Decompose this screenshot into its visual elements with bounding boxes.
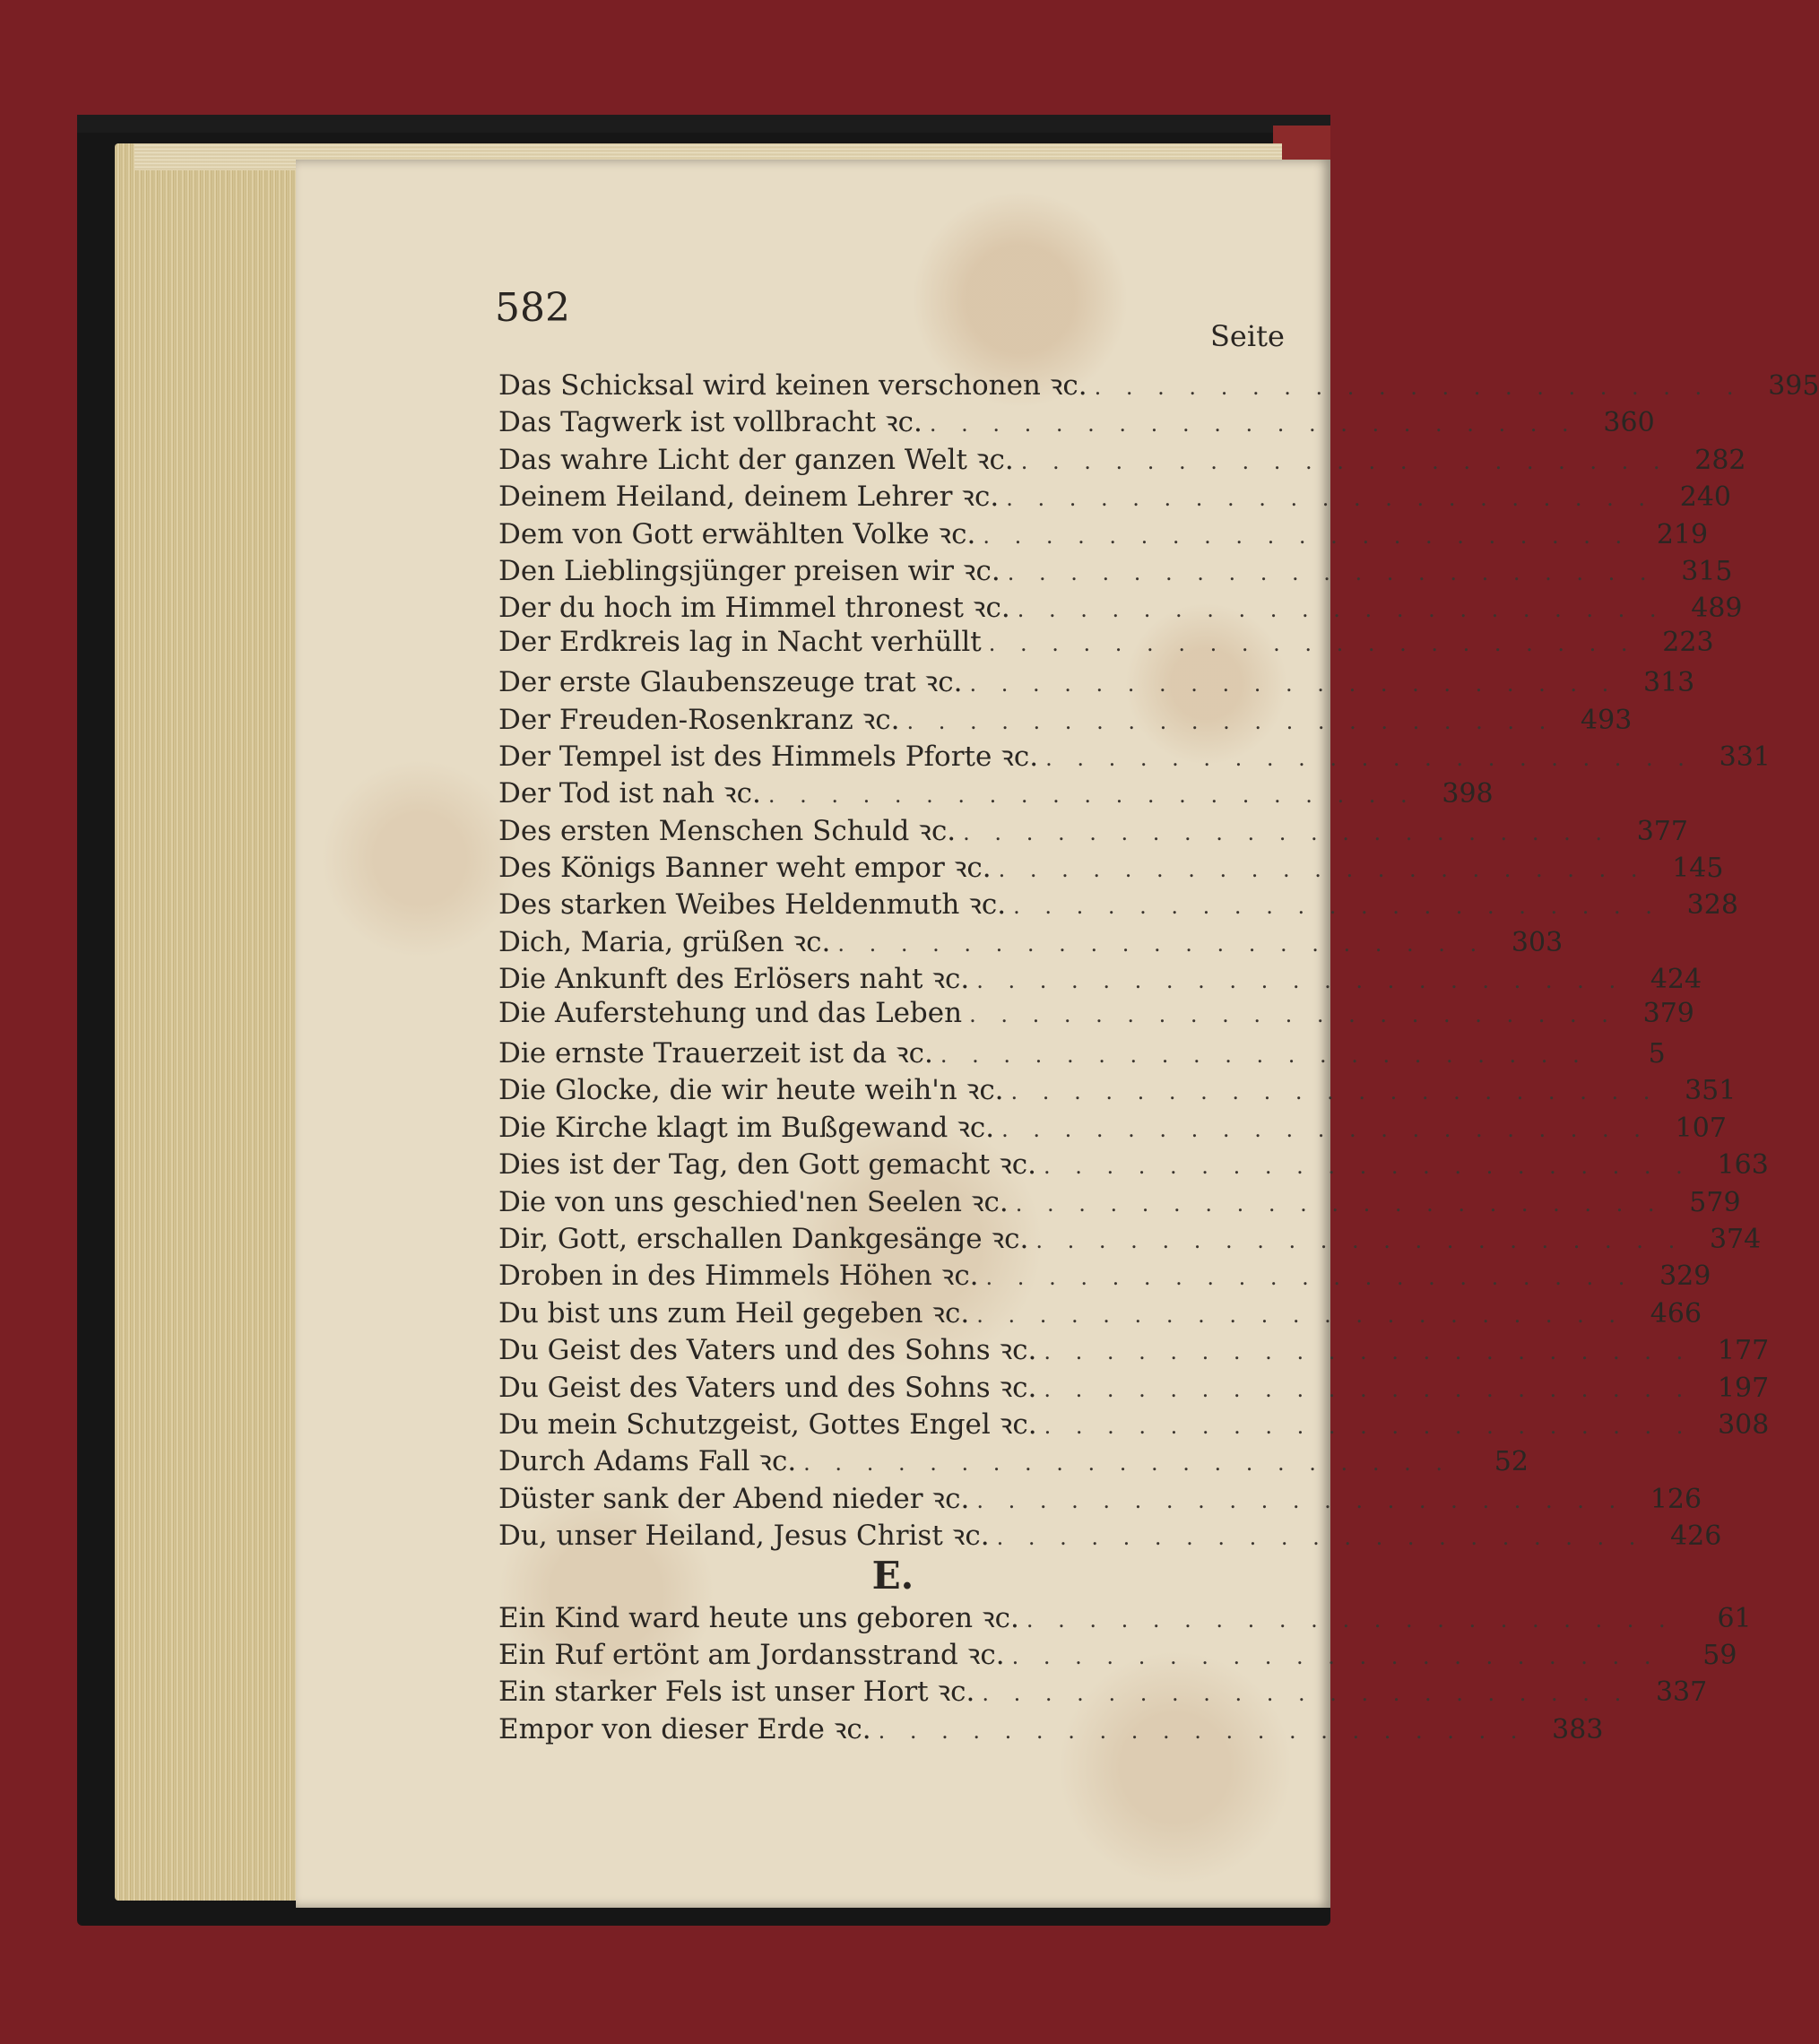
toc-entry-page: 282 xyxy=(1694,444,1746,476)
toc-entry xyxy=(498,1330,1770,1367)
toc-leader-dots: . . . . . . . . . . . . . . . . . . . . . xyxy=(837,931,1486,957)
cover-top-edge xyxy=(77,115,1330,133)
toc-leader-dots: . . . . . . . . . . . . . . . . . . . . . xyxy=(976,1302,1625,1328)
toc-entry-title: Deinem Heiland, deinem Lehrer ꝛc. xyxy=(498,481,1000,514)
toc-leader-dots: . . . . . . . . . . . . . . . . . . . . . xyxy=(969,1001,1617,1027)
toc-entry xyxy=(498,922,1563,959)
toc-entry xyxy=(498,588,1743,625)
toc-entry-title: Dies ist der Tag, den Gott gemacht ꝛc. xyxy=(498,1148,1037,1182)
toc-leader-dots: . . . . . . . . . . . . . . . . . . . . . xyxy=(1013,894,1661,920)
toc-entry-title: Du bist uns zum Heil gegeben ꝛc. xyxy=(498,1296,970,1329)
toc-entry-title: Ein Kind ward heute uns geboren ꝛc. xyxy=(498,1601,1019,1634)
toc-entry xyxy=(498,366,1819,403)
toc-entry-page: 337 xyxy=(1655,1676,1708,1709)
toc-entry xyxy=(498,1256,1711,1293)
toc-entry-page: 424 xyxy=(1650,964,1702,996)
toc-entry xyxy=(498,959,1702,996)
toc-entry-title: Das Schicksal wird keinen verschonen ꝛc. xyxy=(498,369,1087,402)
column-header-seite: Seite xyxy=(1210,319,1285,353)
toc-leader-dots: . . . . . . . . . . . . . . . . . . . . . xyxy=(963,819,1611,845)
toc-entry-page: 313 xyxy=(1643,667,1695,699)
toc-leader-dots: . . . . . . . . . . . . . . . . . . . . . xyxy=(985,1265,1634,1291)
toc-entry xyxy=(498,551,1733,588)
toc-entry xyxy=(498,403,1655,439)
toc-entry-title: Der du hoch im Himmel thronest ꝛc. xyxy=(498,592,1010,625)
toc-leader-dots: . . . . . . . . . . . . . . . . . . . . . xyxy=(1044,1376,1693,1402)
toc-entry-title: Des ersten Menschen Schuld ꝛc. xyxy=(498,814,957,847)
toc-leader-dots: . . . . . . . . . . . . . . . . . . . . . xyxy=(969,671,1618,697)
toc-entry-page: 59 xyxy=(1702,1639,1737,1671)
toc-entry-page: 328 xyxy=(1686,889,1738,922)
toc-entry-page: 145 xyxy=(1672,853,1724,885)
toc-leader-dots: . . . . . . . . . . . . . . . . . . . . . xyxy=(976,968,1625,994)
toc-leader-dots: . . . . . . . . . . . . . . . . . . . . . xyxy=(1020,448,1669,474)
toc-entry-title: Des Königs Banner weht empor ꝛc. xyxy=(498,852,992,885)
toc-entry-title: Empor von dieser Erde ꝛc. xyxy=(498,1712,871,1745)
toc-entry-page: 303 xyxy=(1511,926,1563,958)
toc-entry xyxy=(498,774,1494,810)
toc-entry-page: 398 xyxy=(1442,778,1494,810)
toc-entry-page: 493 xyxy=(1581,704,1633,736)
toc-leader-dots: . . . . . . . . . . . . . . . . . . . . . xyxy=(1017,597,1666,623)
toc-entry-page: 223 xyxy=(1662,626,1714,658)
toc-entry xyxy=(498,1294,1702,1330)
toc-leader-dots: . . . . . . . . . . . . . . . . . . . . . xyxy=(1010,1079,1659,1105)
toc-entry xyxy=(498,1442,1529,1478)
toc-entry-page: 395 xyxy=(1768,370,1819,402)
toc-entry-page: 126 xyxy=(1650,1483,1702,1515)
toc-entry-page: 308 xyxy=(1718,1408,1770,1441)
toc-entry xyxy=(498,1182,1741,1219)
toc-entry xyxy=(498,996,1694,1034)
toc-entry-page: 579 xyxy=(1689,1186,1741,1218)
toc-entry xyxy=(498,1672,1708,1709)
page-number: 582 xyxy=(495,285,570,331)
toc-entry xyxy=(498,1219,1762,1256)
toc-entry xyxy=(498,1368,1770,1405)
toc-entry-page: 383 xyxy=(1552,1713,1604,1745)
toc-entry-page: 489 xyxy=(1691,593,1743,625)
toc-entry xyxy=(498,663,1695,699)
toc-leader-dots: . . . . . . . . . . . . . . . . . . . . . xyxy=(996,1525,1645,1551)
toc-entry xyxy=(498,700,1633,737)
toc-entry-page: 315 xyxy=(1681,555,1733,587)
toc-entry-title: Dem von Gott erwählten Volke ꝛc. xyxy=(498,517,976,550)
toc-entry xyxy=(498,477,1731,514)
toc-entry xyxy=(498,1034,1666,1070)
toc-entry-title: Du, unser Heiland, Jesus Christ ꝛc. xyxy=(498,1520,990,1553)
toc-entry-title: Des starken Weibes Heldenmuth ꝛc. xyxy=(498,888,1007,922)
toc-entry-page: 107 xyxy=(1675,1112,1727,1144)
toc-entry-title: Die ernste Trauerzeit ist da ꝛc. xyxy=(498,1037,933,1070)
toc-entry-page: 374 xyxy=(1709,1223,1762,1255)
section-letter-e: E. xyxy=(871,1553,914,1598)
toc-entry-page: 52 xyxy=(1494,1446,1529,1478)
toc-entry-page: 379 xyxy=(1642,997,1694,1029)
toc-entry-page: 360 xyxy=(1603,407,1655,439)
toc-entry xyxy=(498,1479,1702,1516)
toc-entry-title: Das wahre Licht der ganzen Welt ꝛc. xyxy=(498,443,1014,476)
toc-entry xyxy=(498,515,1709,551)
toc-entry-page: 219 xyxy=(1656,518,1709,550)
toc-entry-page: 377 xyxy=(1636,815,1688,847)
toc-entry xyxy=(498,885,1738,922)
toc-entry-page: 177 xyxy=(1717,1335,1770,1367)
toc-entry-title: Der erste Glaubenszeuge trat ꝛc. xyxy=(498,666,963,699)
toc-leader-dots: . . . . . . . . . . . . . . . . . . . . . xyxy=(1001,1116,1650,1142)
toc-entry-page: 426 xyxy=(1670,1520,1722,1553)
toc-entry xyxy=(498,1516,1722,1553)
toc-entry-title: Die von uns geschied'nen Seelen ꝛc. xyxy=(498,1185,1009,1218)
toc-entry-page: 240 xyxy=(1679,481,1731,514)
toc-entry xyxy=(498,737,1771,774)
toc-entry-title: Ein starker Fels ist unser Hort ꝛc. xyxy=(498,1676,975,1709)
toc-entry-page: 197 xyxy=(1717,1372,1770,1404)
toc-entry xyxy=(498,811,1688,848)
toc-leader-dots: . . . . . . . . . . . . . . . . . . . . . xyxy=(929,411,1578,437)
toc-leader-dots: . . . . . . . . . . . . . . . . . . . . . xyxy=(803,1451,1451,1477)
toc-leader-dots: . . . . . . . . . . . . . . . . . . . . . xyxy=(1026,1607,1675,1633)
toc-leader-dots: . . . . . . . . . . . . . . . . . . . . . xyxy=(1011,1643,1660,1669)
toc-entry-title: Den Lieblingsjünger preisen wir ꝛc. xyxy=(498,554,1000,587)
toc-entry xyxy=(498,1598,1752,1635)
toc-entry-title: Der Erdkreis lag in Nacht verhüllt xyxy=(498,625,982,658)
table-of-contents xyxy=(498,366,1819,1746)
toc-leader-dots: . . . . . . . . . . . . . . . . . . . . . xyxy=(1044,1154,1692,1180)
toc-entry-title: Durch Adams Fall ꝛc. xyxy=(498,1445,797,1478)
toc-leader-dots: . . . . . . . . . . . . . . . . . . . . . xyxy=(982,1681,1631,1707)
toc-entry-page: 331 xyxy=(1719,741,1771,773)
toc-entry-page: 61 xyxy=(1717,1602,1752,1634)
toc-entry-page: 351 xyxy=(1685,1075,1737,1107)
toc-entry xyxy=(498,625,1714,663)
toc-entry xyxy=(498,1108,1727,1145)
toc-entry-title: Du Geist des Vaters und des Sohns ꝛc. xyxy=(498,1371,1037,1404)
toc-leader-dots: . . . . . . . . . . . . . . . . . . . . . xyxy=(1044,1339,1693,1365)
toc-entry-page: 466 xyxy=(1650,1297,1702,1329)
toc-entry-title: Der Tempel ist des Himmels Pforte ꝛc. xyxy=(498,740,1039,773)
toc-leader-dots: . . . . . . . . . . . . . . . . . . . . . xyxy=(1035,1227,1685,1253)
toc-entry xyxy=(498,1635,1737,1672)
toc-leader-dots: . . . . . . . . . . . . . . . . . . . . . xyxy=(988,630,1637,656)
toc-entry-title: Du mein Schutzgeist, Gottes Engel ꝛc. xyxy=(498,1407,1037,1441)
toc-entry-title: Ein Ruf ertönt am Jordansstrand ꝛc. xyxy=(498,1638,1005,1671)
toc-entry-title: Die Kirche klagt im Bußgewand ꝛc. xyxy=(498,1111,995,1144)
toc-entry-title: Droben in des Himmels Höhen ꝛc. xyxy=(498,1260,979,1293)
toc-leader-dots: . . . . . . . . . . . . . . . . . . . . . xyxy=(878,1718,1527,1744)
toc-entry-title: Dir, Gott, erschallen Dankgesänge ꝛc. xyxy=(498,1222,1029,1255)
toc-entry xyxy=(498,440,1746,477)
toc-entry-page: 5 xyxy=(1648,1038,1666,1070)
toc-leader-dots: . . . . . . . . . . . . . . . . . . . . . xyxy=(1094,375,1743,400)
toc-leader-dots: . . . . . . . . . . . . . . . . . . . . . xyxy=(1007,559,1656,585)
toc-entry-page: 163 xyxy=(1717,1149,1769,1182)
toc-entry-title: Der Tod ist nah ꝛc. xyxy=(498,777,761,810)
toc-entry-title: Die Glocke, die wir heute weih'n ꝛc. xyxy=(498,1074,1004,1107)
toc-leader-dots: . . . . . . . . . . . . . . . . . . . . . xyxy=(767,783,1416,809)
toc-entry-title: Düster sank der Abend nieder ꝛc. xyxy=(498,1482,970,1515)
toc-entry xyxy=(498,1070,1737,1107)
toc-entry xyxy=(498,848,1724,885)
toc-leader-dots: . . . . . . . . . . . . . . . . . . . . . xyxy=(976,1487,1625,1513)
toc-entry-title: Der Freuden-Rosenkranz ꝛc. xyxy=(498,703,900,736)
toc-entry xyxy=(498,1710,1604,1746)
toc-entry xyxy=(498,1405,1770,1442)
toc-leader-dots: . . . . . . . . . . . . . . . . . . . . . xyxy=(906,708,1555,734)
toc-leader-dots: . . . . . . . . . . . . . . . . . . . . . xyxy=(1044,1413,1693,1439)
toc-entry xyxy=(498,1145,1769,1182)
toc-leader-dots: . . . . . . . . . . . . . . . . . . . . . xyxy=(1045,745,1693,771)
toc-leader-dots: . . . . . . . . . . . . . . . . . . . . . xyxy=(940,1043,1589,1069)
toc-entry-title: Dich, Maria, grüßen ꝛc. xyxy=(498,925,831,958)
toc-entry-title: Das Tagwerk ist vollbracht ꝛc. xyxy=(498,406,922,439)
toc-entry-title: Die Ankunft des Erlösers naht ꝛc. xyxy=(498,963,970,996)
toc-leader-dots: . . . . . . . . . . . . . . . . . . . . . xyxy=(1015,1191,1664,1217)
toc-leader-dots: . . . . . . . . . . . . . . . . . . . . . xyxy=(998,857,1647,883)
toc-leader-dots: . . . . . . . . . . . . . . . . . . . . . xyxy=(1006,486,1654,512)
toc-leader-dots: . . . . . . . . . . . . . . . . . . . . . xyxy=(983,523,1632,549)
toc-entry-page: 329 xyxy=(1659,1260,1711,1293)
toc-entry-title: Die Auferstehung und das Leben xyxy=(498,996,963,1029)
toc-entry-title: Du Geist des Vaters und des Sohns ꝛc. xyxy=(498,1334,1037,1367)
